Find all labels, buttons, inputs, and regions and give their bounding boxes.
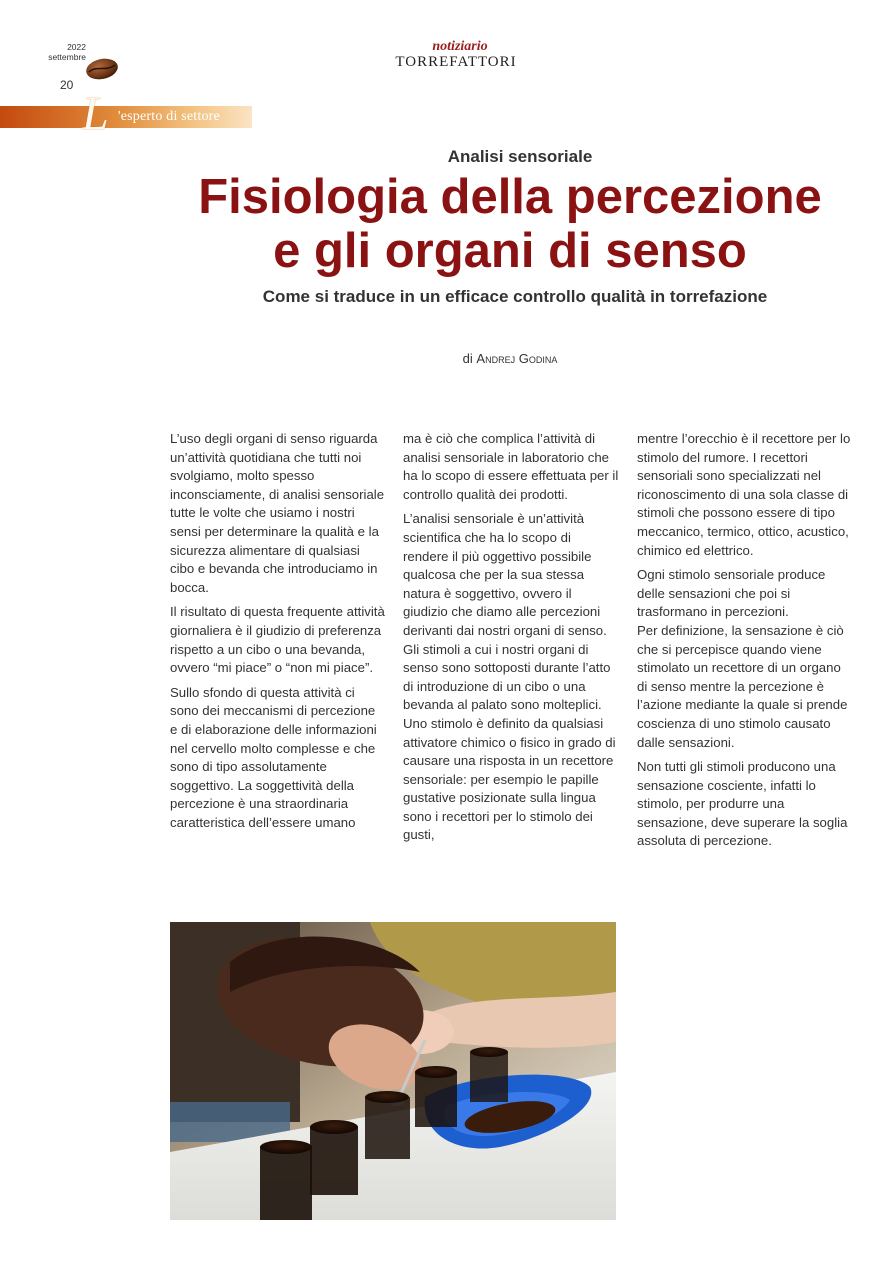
cupping-photo bbox=[170, 922, 616, 1220]
cupping-illustration bbox=[170, 922, 616, 1220]
article-kicker: Analisi sensoriale bbox=[447, 147, 593, 166]
article-subtitle: Come si traduce in un efficace controllo qualità in torrefazione bbox=[262, 287, 768, 306]
paragraph: Sullo sfondo di questa attività ci sono dei meccanismi di percezione e di elaborazione delle informazioni nel cervello molto complesse e che sono di tipo assolutamente soggettivo. La soggettività della percezione è una straordinaria caratteristica dell’essere umano bbox=[170, 684, 377, 830]
paragraph: L’analisi sensoriale è un’attività scientifica che ha lo scopo di rendere il più oggettivo possibile qualcosa che per la sua stessa natura è soggettivo, ovvero il giudizio che diamo alle percezioni derivanti dai nostri organi di senso. Gli stimoli a cui i nostri organi di senso sono sottoposti durante l’atto di introduzione di un cibo o una bevanda al palato sono molteplici. Uno stimolo è definito da qualsiasi attivatore chimico o fisico in grado di causare una risposta in un recettore sensoriale: per esempio le papille gustative posizionate sulla lingua sono i recettori per lo stimolo dei gusti, bbox=[403, 511, 616, 843]
issue-month: settembre bbox=[48, 52, 86, 62]
paragraph: ma è ciò che complica l’attività di analisi sensoriale in laboratorio che ha lo scopo di essere effettuata per il controllo qualità dei prodotti. bbox=[403, 431, 619, 502]
byline bbox=[0, 351, 892, 366]
paragraph: L’uso degli organi di senso riguarda un’attività quotidiana che tutti noi svolgiamo, molto spesso inconsciamente, di analisi sensoriale tutte le volte che usiamo i nostri sensi per determinare la qualità e la sicurezza alimentare di qualsiasi cibo e bevanda che introduciamo in bocca. bbox=[170, 431, 385, 595]
title-line-2: e gli organi di senso bbox=[273, 224, 747, 278]
paragraph: Non tutti gli stimoli producono una sensazione cosciente, infatti lo stimolo, per produrre una sensazione, deve superare la soglia assoluta di percezione. bbox=[637, 759, 848, 849]
section-initial: L bbox=[82, 87, 109, 140]
section-label: 'esperto di settore bbox=[118, 109, 220, 124]
text-column-3 bbox=[637, 430, 853, 857]
masthead-top: notiziario bbox=[432, 39, 488, 54]
paragraph: Per definizione, la sensazione è ciò che si percepisce quando viene stimolato un recettore di un organo di senso mentre la percezione è l’azione mediante la quale si prende coscienza di uno stimolo causato dalle sensazioni. bbox=[637, 622, 848, 750]
issue-year: 2022 bbox=[67, 42, 86, 52]
text-column-2 bbox=[403, 430, 619, 851]
title-line-1: Fisiologia della percezione bbox=[198, 170, 822, 224]
text-column-1 bbox=[170, 430, 386, 838]
masthead-logo bbox=[0, 40, 892, 70]
page-number: 20 bbox=[60, 78, 74, 92]
masthead-bottom: TORREFATTORI bbox=[395, 54, 517, 70]
author-name: Andrej Godina bbox=[476, 351, 558, 366]
article-title bbox=[150, 170, 870, 278]
paragraph: Ogni stimolo sensoriale produce delle sensazioni che poi si trasformano in percezioni. bbox=[637, 567, 826, 620]
paragraph: mentre l’orecchio è il recettore per lo stimolo del rumore. I recettori sensoriali sono specializzati nel riconoscimento di una sola classe di stimoli che possono essere di tipo meccanico, termico, ottico, acustico, chimico ed elettrico. bbox=[637, 431, 851, 558]
byline-prefix: di bbox=[462, 351, 473, 366]
paragraph: Il risultato di questa frequente attività giornaliera è il giudizio di preferenza rispetto a un cibo o una bevanda, ovvero “mi piace” o “non mi piace”. bbox=[170, 604, 385, 676]
